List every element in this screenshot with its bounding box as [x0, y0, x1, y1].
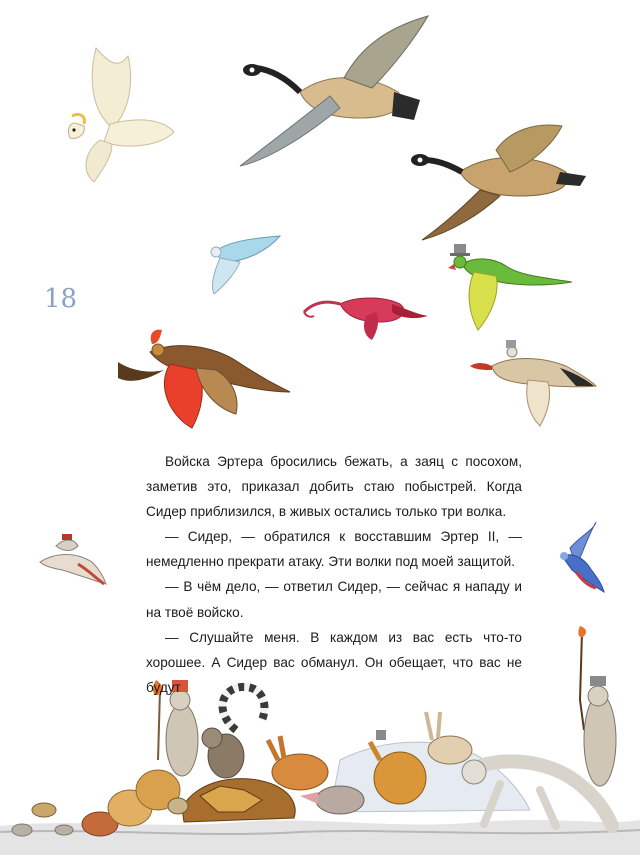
parrot-with-hat-illustration — [448, 244, 572, 330]
kangaroo-rat-illustration — [426, 712, 472, 764]
page-number: 18 — [44, 284, 78, 314]
tortoise-illustration — [168, 779, 295, 822]
paragraph: Войска Эртера бросились бежать, а заяц с посохом, заметив это, приказал добить стаю побыстрей. Когда Сидер приблизился, в живых остались только три волка. — [146, 454, 522, 520]
cockatoo-illustration — [68, 48, 174, 182]
blue-bird-illustration — [560, 522, 604, 592]
canada-goose-illustration — [240, 16, 428, 166]
paragraph: — Сидер, — обратился к восставшим Эртер II, — немедленно прекрати атаку. Эти волки под моей защитой. — [146, 529, 522, 570]
budgerigar-illustration — [211, 236, 280, 294]
meerkat-with-staff-illustration — [578, 626, 616, 786]
squirrel-illustration — [202, 728, 244, 778]
finch-illustration — [40, 534, 106, 584]
hare-illustration — [268, 736, 328, 790]
paragraph: — Слушайте меня. В каждом из вас есть что-то хорошее. А Сидер вас обманул. Он обещает, что вас не будут — [146, 629, 522, 695]
bilby-illustration — [300, 786, 364, 814]
duck-with-rider-illustration — [470, 340, 596, 426]
body-text — [146, 449, 522, 700]
canada-goose-illustration — [411, 125, 586, 240]
scarlet-ibis-illustration — [304, 298, 428, 340]
paragraph: — В чём дело, — ответил Сидер, — сейчас я нападу и на твоё войско. — [146, 579, 522, 620]
hare-with-hat-illustration — [370, 730, 426, 804]
firebird-illustration — [118, 330, 290, 428]
